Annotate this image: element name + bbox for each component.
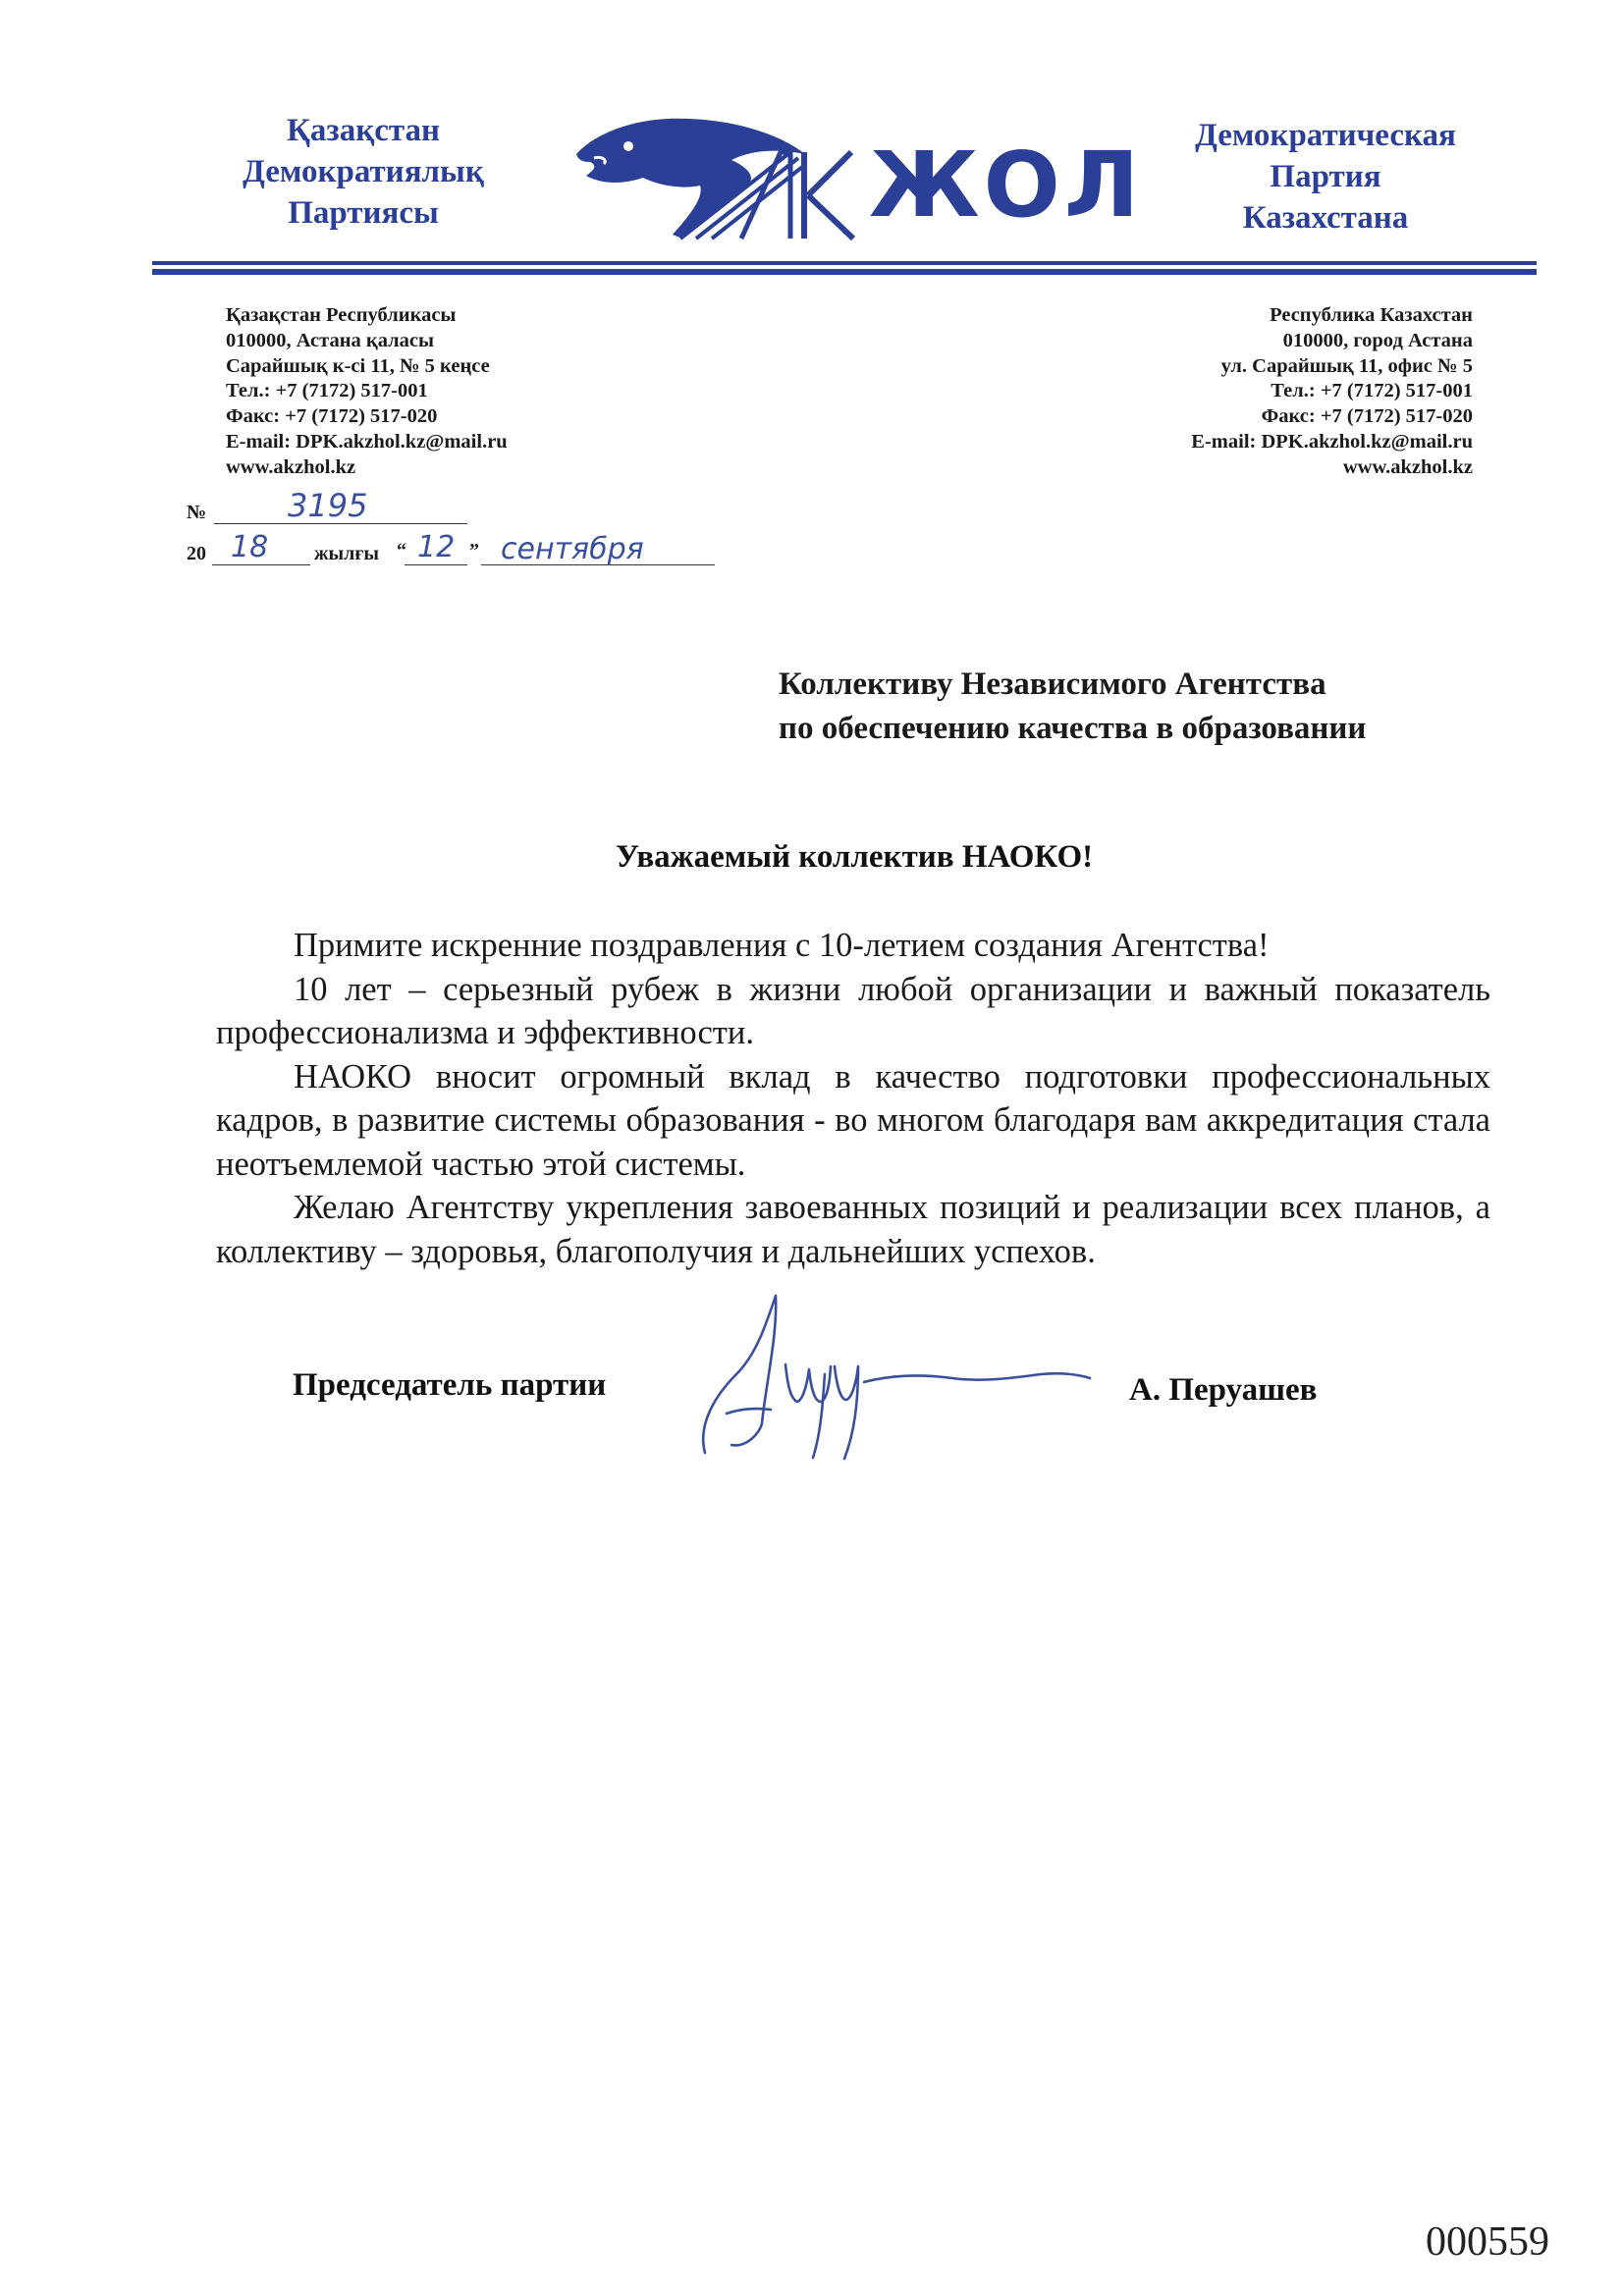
header-right-line-2: Партия (1270, 159, 1381, 194)
address-russian (1080, 303, 1473, 481)
address-line: www.akzhol.kz (1342, 455, 1473, 478)
address-line: E-mail: DPK.akzhol.kz@mail.ru (1191, 430, 1473, 453)
signatory-title: Председатель партии (293, 1367, 607, 1403)
date-close-quote: ” (469, 540, 479, 561)
address-line: Факс: +7 (7172) 517-020 (226, 405, 438, 428)
header-left-party-name (206, 110, 520, 234)
address-line: 010000, город Астана (1282, 329, 1473, 351)
signatory-name: А. Перуашев (1129, 1372, 1318, 1408)
header-left-line-3: Партиясы (288, 195, 439, 231)
header-divider-thick (152, 269, 1537, 275)
addressee-line-1: Коллективу Независимого Агентства (779, 667, 1326, 702)
date-day-underline (405, 564, 467, 565)
body-paragraph-1: Примите искренние поздравления с 10-летием создания Агентства! (294, 927, 1270, 964)
address-line: Қазақстан Республикасы (226, 304, 457, 326)
date-year-prefix: 20 (187, 543, 206, 564)
address-line: Тел.: +7 (7172) 517-001 (226, 380, 428, 402)
salutation: Уважаемый коллектив НАОКО! (615, 839, 1094, 875)
address-kazakh (226, 303, 508, 481)
body-paragraph-4: Желаю Агентству укрепления завоеванных позиций и реализации всех планов, а коллективу – здоровья, благополучия и дальнейших успехов. (216, 1189, 1490, 1270)
header-divider-thin (152, 261, 1537, 265)
address-line: E-mail: DPK.akzhol.kz@mail.ru (226, 430, 508, 453)
addressee-line-2: по обеспечению качества в образовании (779, 711, 1367, 746)
date-year-word: жылғы (314, 543, 380, 564)
address-line: 010000, Астана қаласы (226, 329, 434, 351)
header-right-party-name (1159, 115, 1492, 239)
address-line: Факс: +7 (7172) 517-020 (1261, 405, 1473, 428)
date-open-quote: “ (397, 540, 406, 561)
address-line: Тел.: +7 (7172) 517-001 (1271, 380, 1473, 402)
header-right-line-1: Демократическая (1195, 118, 1456, 153)
header-left-line-1: Қазақстан (287, 113, 440, 148)
body-paragraph-2: 10 лет – серьезный рубеж в жизни любой организации и важный показатель профессионализма и эффективности. (216, 970, 1490, 1051)
addressee-block (779, 663, 1366, 751)
address-line: www.akzhol.kz (226, 455, 356, 478)
outgoing-number-label: № (187, 502, 207, 523)
handwritten-signature (687, 1276, 1100, 1463)
akzhol-logo: ЖОЛ (574, 113, 1109, 240)
header-left-line-2: Демократиялық (243, 154, 484, 189)
address-line: Республика Казахстан (1270, 304, 1473, 326)
outgoing-number-value: 3195 (288, 487, 368, 524)
date-year-value: 18 (231, 530, 269, 564)
date-day-value: 12 (417, 530, 456, 564)
body-paragraph-3: НАОКО вносит огромный вклад в качество подготовки профессиональных кадров, в развитие системы образования - во многом благодаря вам аккредитация стала неотъемлемой частью этой системы. (216, 1057, 1490, 1183)
document-number: 000559 (1426, 2219, 1549, 2265)
address-line: Сарайшық к-сі 11, № 5 кеңсе (226, 354, 490, 377)
address-line: ул. Сарайшық 11, офис № 5 (1220, 354, 1473, 377)
header-right-line-3: Казахстана (1242, 200, 1409, 236)
date-month-value: сентября (501, 532, 644, 566)
date-year-underline (212, 564, 310, 565)
letter-body (216, 924, 1490, 1273)
